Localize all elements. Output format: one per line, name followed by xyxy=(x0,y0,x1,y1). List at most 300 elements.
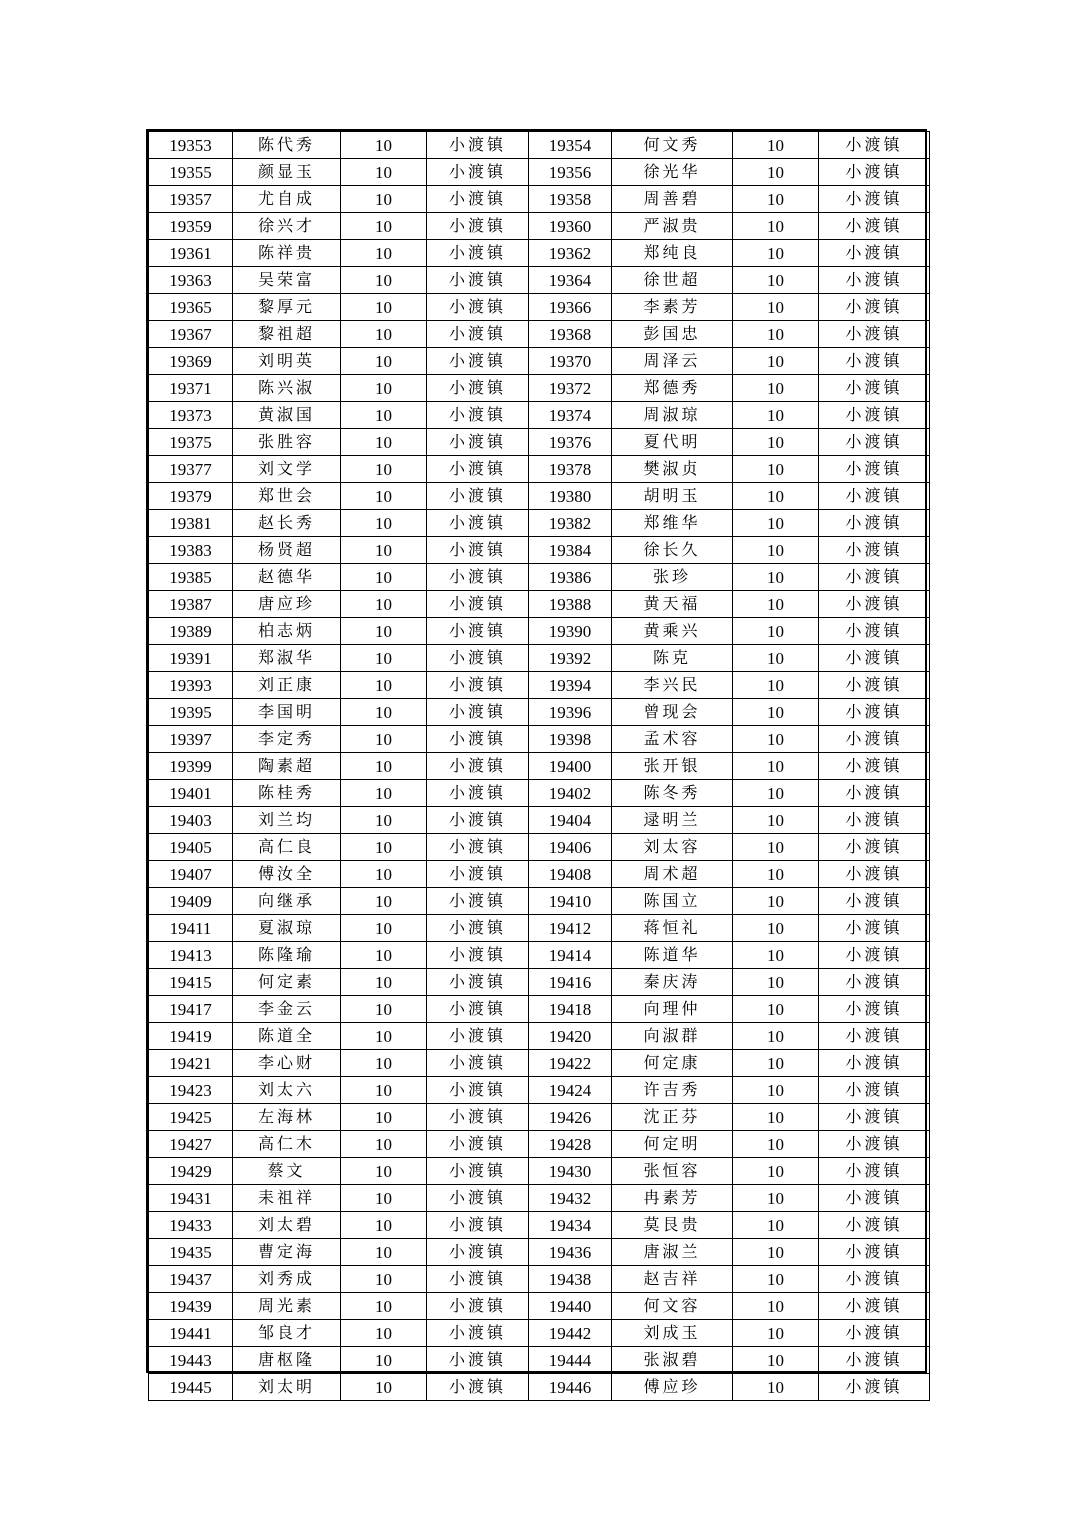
amount-cell: 10 xyxy=(733,294,819,321)
town-cell: 小渡镇 xyxy=(427,375,529,402)
name-cell: 郑世会 xyxy=(233,483,341,510)
amount-cell: 10 xyxy=(733,942,819,969)
town-cell: 小渡镇 xyxy=(819,726,930,753)
id-cell: 19365 xyxy=(149,294,233,321)
table-row xyxy=(149,1104,930,1131)
amount-cell: 10 xyxy=(733,132,819,159)
town-cell: 小渡镇 xyxy=(819,1266,930,1293)
town-cell: 小渡镇 xyxy=(427,456,529,483)
id-cell: 19386 xyxy=(529,564,612,591)
id-cell: 19420 xyxy=(529,1023,612,1050)
town-cell: 小渡镇 xyxy=(427,294,529,321)
id-cell: 19438 xyxy=(529,1266,612,1293)
town-cell: 小渡镇 xyxy=(427,942,529,969)
town-cell: 小渡镇 xyxy=(819,753,930,780)
amount-cell: 10 xyxy=(733,348,819,375)
id-cell: 19374 xyxy=(529,402,612,429)
name-cell: 何文容 xyxy=(612,1293,733,1320)
amount-cell: 10 xyxy=(341,672,427,699)
amount-cell: 10 xyxy=(733,726,819,753)
town-cell: 小渡镇 xyxy=(819,1185,930,1212)
town-cell: 小渡镇 xyxy=(427,861,529,888)
name-cell: 张珍 xyxy=(612,564,733,591)
id-cell: 19439 xyxy=(149,1293,233,1320)
name-cell: 李心财 xyxy=(233,1050,341,1077)
id-cell: 19406 xyxy=(529,834,612,861)
name-cell: 沈正芬 xyxy=(612,1104,733,1131)
town-cell: 小渡镇 xyxy=(819,1023,930,1050)
town-cell: 小渡镇 xyxy=(427,591,529,618)
town-cell: 小渡镇 xyxy=(427,807,529,834)
name-cell: 徐光华 xyxy=(612,159,733,186)
amount-cell: 10 xyxy=(733,915,819,942)
town-cell: 小渡镇 xyxy=(819,618,930,645)
id-cell: 19412 xyxy=(529,915,612,942)
name-cell: 周善碧 xyxy=(612,186,733,213)
table-row xyxy=(149,1185,930,1212)
town-cell: 小渡镇 xyxy=(427,1131,529,1158)
name-cell: 黄天福 xyxy=(612,591,733,618)
table-row xyxy=(149,1374,930,1401)
town-cell: 小渡镇 xyxy=(819,348,930,375)
name-cell: 胡明玉 xyxy=(612,483,733,510)
table-row xyxy=(149,1239,930,1266)
amount-cell: 10 xyxy=(341,402,427,429)
id-cell: 19436 xyxy=(529,1239,612,1266)
name-cell: 曾现会 xyxy=(612,699,733,726)
amount-cell: 10 xyxy=(341,321,427,348)
town-cell: 小渡镇 xyxy=(819,591,930,618)
name-cell: 孟术容 xyxy=(612,726,733,753)
id-cell: 19446 xyxy=(529,1374,612,1401)
id-cell: 19392 xyxy=(529,645,612,672)
amount-cell: 10 xyxy=(341,213,427,240)
id-cell: 19426 xyxy=(529,1104,612,1131)
town-cell: 小渡镇 xyxy=(819,132,930,159)
amount-cell: 10 xyxy=(733,672,819,699)
amount-cell: 10 xyxy=(341,564,427,591)
id-cell: 19431 xyxy=(149,1185,233,1212)
amount-cell: 10 xyxy=(341,996,427,1023)
name-cell: 左海林 xyxy=(233,1104,341,1131)
name-cell: 向继承 xyxy=(233,888,341,915)
amount-cell: 10 xyxy=(341,888,427,915)
table-row xyxy=(149,672,930,699)
name-cell: 刘太碧 xyxy=(233,1212,341,1239)
town-cell: 小渡镇 xyxy=(427,483,529,510)
id-cell: 19377 xyxy=(149,456,233,483)
amount-cell: 10 xyxy=(733,321,819,348)
town-cell: 小渡镇 xyxy=(819,429,930,456)
name-cell: 刘太明 xyxy=(233,1374,341,1401)
amount-cell: 10 xyxy=(733,1374,819,1401)
name-cell: 何文秀 xyxy=(612,132,733,159)
id-cell: 19359 xyxy=(149,213,233,240)
name-cell: 曹定海 xyxy=(233,1239,341,1266)
id-cell: 19389 xyxy=(149,618,233,645)
town-cell: 小渡镇 xyxy=(427,564,529,591)
name-cell: 柏志炳 xyxy=(233,618,341,645)
table-row xyxy=(149,888,930,915)
id-cell: 19375 xyxy=(149,429,233,456)
town-cell: 小渡镇 xyxy=(819,537,930,564)
amount-cell: 10 xyxy=(733,186,819,213)
town-cell: 小渡镇 xyxy=(819,969,930,996)
table-row xyxy=(149,267,930,294)
name-cell: 耒祖祥 xyxy=(233,1185,341,1212)
id-cell: 19445 xyxy=(149,1374,233,1401)
amount-cell: 10 xyxy=(341,1050,427,1077)
name-cell: 夏淑琼 xyxy=(233,915,341,942)
name-cell: 莫艮贵 xyxy=(612,1212,733,1239)
id-cell: 19398 xyxy=(529,726,612,753)
id-cell: 19422 xyxy=(529,1050,612,1077)
name-cell: 李兴民 xyxy=(612,672,733,699)
name-cell: 刘正康 xyxy=(233,672,341,699)
amount-cell: 10 xyxy=(341,537,427,564)
amount-cell: 10 xyxy=(341,1023,427,1050)
amount-cell: 10 xyxy=(341,807,427,834)
amount-cell: 10 xyxy=(733,1158,819,1185)
name-cell: 刘明英 xyxy=(233,348,341,375)
name-cell: 冉素芳 xyxy=(612,1185,733,1212)
id-cell: 19354 xyxy=(529,132,612,159)
id-cell: 19413 xyxy=(149,942,233,969)
amount-cell: 10 xyxy=(341,294,427,321)
id-cell: 19404 xyxy=(529,807,612,834)
town-cell: 小渡镇 xyxy=(819,1320,930,1347)
id-cell: 19382 xyxy=(529,510,612,537)
amount-cell: 10 xyxy=(733,483,819,510)
town-cell: 小渡镇 xyxy=(819,1347,930,1374)
id-cell: 19416 xyxy=(529,969,612,996)
town-cell: 小渡镇 xyxy=(427,726,529,753)
id-cell: 19384 xyxy=(529,537,612,564)
amount-cell: 10 xyxy=(341,780,427,807)
id-cell: 19419 xyxy=(149,1023,233,1050)
town-cell: 小渡镇 xyxy=(427,402,529,429)
table-row xyxy=(149,429,930,456)
name-cell: 傅汝全 xyxy=(233,861,341,888)
name-cell: 李国明 xyxy=(233,699,341,726)
amount-cell: 10 xyxy=(341,1131,427,1158)
amount-cell: 10 xyxy=(733,402,819,429)
name-cell: 张开银 xyxy=(612,753,733,780)
table-row xyxy=(149,456,930,483)
name-cell: 唐枢隆 xyxy=(233,1347,341,1374)
amount-cell: 10 xyxy=(733,1266,819,1293)
town-cell: 小渡镇 xyxy=(427,1023,529,1050)
table-row xyxy=(149,699,930,726)
id-cell: 19380 xyxy=(529,483,612,510)
id-cell: 19414 xyxy=(529,942,612,969)
amount-cell: 10 xyxy=(341,861,427,888)
table-row xyxy=(149,240,930,267)
name-cell: 张胜容 xyxy=(233,429,341,456)
town-cell: 小渡镇 xyxy=(427,159,529,186)
town-cell: 小渡镇 xyxy=(819,861,930,888)
name-cell: 杨贤超 xyxy=(233,537,341,564)
table-row xyxy=(149,1320,930,1347)
table-row xyxy=(149,1347,930,1374)
id-cell: 19408 xyxy=(529,861,612,888)
amount-cell: 10 xyxy=(341,1374,427,1401)
amount-cell: 10 xyxy=(341,726,427,753)
table-row xyxy=(149,1266,930,1293)
name-cell: 何定明 xyxy=(612,1131,733,1158)
town-cell: 小渡镇 xyxy=(427,1212,529,1239)
town-cell: 小渡镇 xyxy=(427,780,529,807)
id-cell: 19378 xyxy=(529,456,612,483)
id-cell: 19435 xyxy=(149,1239,233,1266)
town-cell: 小渡镇 xyxy=(819,1077,930,1104)
town-cell: 小渡镇 xyxy=(819,834,930,861)
name-cell: 高仁良 xyxy=(233,834,341,861)
table-row xyxy=(149,159,930,186)
amount-cell: 10 xyxy=(733,429,819,456)
name-cell: 陈道华 xyxy=(612,942,733,969)
table-row xyxy=(149,996,930,1023)
town-cell: 小渡镇 xyxy=(427,1239,529,1266)
table-row xyxy=(149,645,930,672)
name-cell: 郑淑华 xyxy=(233,645,341,672)
roster-grid xyxy=(148,131,930,1401)
id-cell: 19370 xyxy=(529,348,612,375)
amount-cell: 10 xyxy=(733,996,819,1023)
town-cell: 小渡镇 xyxy=(427,348,529,375)
id-cell: 19434 xyxy=(529,1212,612,1239)
name-cell: 蒋恒礼 xyxy=(612,915,733,942)
id-cell: 19369 xyxy=(149,348,233,375)
id-cell: 19397 xyxy=(149,726,233,753)
id-cell: 19417 xyxy=(149,996,233,1023)
amount-cell: 10 xyxy=(341,1320,427,1347)
amount-cell: 10 xyxy=(733,1050,819,1077)
id-cell: 19429 xyxy=(149,1158,233,1185)
name-cell: 蔡文 xyxy=(233,1158,341,1185)
name-cell: 逯明兰 xyxy=(612,807,733,834)
amount-cell: 10 xyxy=(341,1104,427,1131)
town-cell: 小渡镇 xyxy=(427,915,529,942)
town-cell: 小渡镇 xyxy=(427,1374,529,1401)
name-cell: 刘秀成 xyxy=(233,1266,341,1293)
id-cell: 19381 xyxy=(149,510,233,537)
town-cell: 小渡镇 xyxy=(819,888,930,915)
id-cell: 19415 xyxy=(149,969,233,996)
town-cell: 小渡镇 xyxy=(819,807,930,834)
name-cell: 陈道全 xyxy=(233,1023,341,1050)
town-cell: 小渡镇 xyxy=(819,564,930,591)
id-cell: 19387 xyxy=(149,591,233,618)
id-cell: 19427 xyxy=(149,1131,233,1158)
id-cell: 19394 xyxy=(529,672,612,699)
amount-cell: 10 xyxy=(733,888,819,915)
name-cell: 陈冬秀 xyxy=(612,780,733,807)
amount-cell: 10 xyxy=(733,213,819,240)
amount-cell: 10 xyxy=(733,1077,819,1104)
table-row xyxy=(149,834,930,861)
name-cell: 陈国立 xyxy=(612,888,733,915)
amount-cell: 10 xyxy=(733,591,819,618)
id-cell: 19428 xyxy=(529,1131,612,1158)
town-cell: 小渡镇 xyxy=(427,618,529,645)
table-row xyxy=(149,132,930,159)
amount-cell: 10 xyxy=(341,1185,427,1212)
amount-cell: 10 xyxy=(341,1266,427,1293)
id-cell: 19409 xyxy=(149,888,233,915)
town-cell: 小渡镇 xyxy=(427,240,529,267)
name-cell: 刘成玉 xyxy=(612,1320,733,1347)
table-row xyxy=(149,969,930,996)
town-cell: 小渡镇 xyxy=(819,1212,930,1239)
name-cell: 黄淑国 xyxy=(233,402,341,429)
id-cell: 19432 xyxy=(529,1185,612,1212)
name-cell: 黎祖超 xyxy=(233,321,341,348)
town-cell: 小渡镇 xyxy=(819,294,930,321)
table-row xyxy=(149,213,930,240)
table-row xyxy=(149,1077,930,1104)
town-cell: 小渡镇 xyxy=(427,186,529,213)
amount-cell: 10 xyxy=(733,1131,819,1158)
town-cell: 小渡镇 xyxy=(819,645,930,672)
name-cell: 陈隆瑜 xyxy=(233,942,341,969)
amount-cell: 10 xyxy=(733,456,819,483)
amount-cell: 10 xyxy=(733,645,819,672)
name-cell: 刘太六 xyxy=(233,1077,341,1104)
id-cell: 19440 xyxy=(529,1293,612,1320)
id-cell: 19379 xyxy=(149,483,233,510)
table-row xyxy=(149,618,930,645)
amount-cell: 10 xyxy=(341,1293,427,1320)
town-cell: 小渡镇 xyxy=(427,1266,529,1293)
amount-cell: 10 xyxy=(341,510,427,537)
name-cell: 刘文学 xyxy=(233,456,341,483)
name-cell: 吴荣富 xyxy=(233,267,341,294)
amount-cell: 10 xyxy=(733,1239,819,1266)
id-cell: 19418 xyxy=(529,996,612,1023)
id-cell: 19403 xyxy=(149,807,233,834)
id-cell: 19360 xyxy=(529,213,612,240)
amount-cell: 10 xyxy=(341,645,427,672)
amount-cell: 10 xyxy=(733,240,819,267)
id-cell: 19367 xyxy=(149,321,233,348)
town-cell: 小渡镇 xyxy=(427,537,529,564)
name-cell: 张恒容 xyxy=(612,1158,733,1185)
name-cell: 赵德华 xyxy=(233,564,341,591)
table-row xyxy=(149,483,930,510)
name-cell: 周术超 xyxy=(612,861,733,888)
amount-cell: 10 xyxy=(341,429,427,456)
id-cell: 19401 xyxy=(149,780,233,807)
amount-cell: 10 xyxy=(733,807,819,834)
amount-cell: 10 xyxy=(341,267,427,294)
town-cell: 小渡镇 xyxy=(427,672,529,699)
town-cell: 小渡镇 xyxy=(427,699,529,726)
table-row xyxy=(149,807,930,834)
amount-cell: 10 xyxy=(341,1347,427,1374)
amount-cell: 10 xyxy=(733,1212,819,1239)
id-cell: 19372 xyxy=(529,375,612,402)
amount-cell: 10 xyxy=(733,510,819,537)
amount-cell: 10 xyxy=(733,753,819,780)
id-cell: 19443 xyxy=(149,1347,233,1374)
name-cell: 郑德秀 xyxy=(612,375,733,402)
id-cell: 19355 xyxy=(149,159,233,186)
name-cell: 徐兴才 xyxy=(233,213,341,240)
name-cell: 陈桂秀 xyxy=(233,780,341,807)
town-cell: 小渡镇 xyxy=(427,1104,529,1131)
amount-cell: 10 xyxy=(341,159,427,186)
id-cell: 19442 xyxy=(529,1320,612,1347)
amount-cell: 10 xyxy=(733,375,819,402)
amount-cell: 10 xyxy=(733,861,819,888)
town-cell: 小渡镇 xyxy=(819,159,930,186)
name-cell: 李定秀 xyxy=(233,726,341,753)
name-cell: 徐长久 xyxy=(612,537,733,564)
id-cell: 19424 xyxy=(529,1077,612,1104)
town-cell: 小渡镇 xyxy=(819,267,930,294)
id-cell: 19396 xyxy=(529,699,612,726)
name-cell: 李素芳 xyxy=(612,294,733,321)
amount-cell: 10 xyxy=(733,618,819,645)
town-cell: 小渡镇 xyxy=(427,969,529,996)
name-cell: 彭国忠 xyxy=(612,321,733,348)
town-cell: 小渡镇 xyxy=(819,456,930,483)
table-row xyxy=(149,564,930,591)
amount-cell: 10 xyxy=(733,1293,819,1320)
town-cell: 小渡镇 xyxy=(819,915,930,942)
id-cell: 19361 xyxy=(149,240,233,267)
amount-cell: 10 xyxy=(341,699,427,726)
id-cell: 19411 xyxy=(149,915,233,942)
amount-cell: 10 xyxy=(733,1185,819,1212)
amount-cell: 10 xyxy=(341,1158,427,1185)
town-cell: 小渡镇 xyxy=(427,1320,529,1347)
amount-cell: 10 xyxy=(341,348,427,375)
town-cell: 小渡镇 xyxy=(819,1293,930,1320)
town-cell: 小渡镇 xyxy=(819,321,930,348)
name-cell: 陈祥贵 xyxy=(233,240,341,267)
town-cell: 小渡镇 xyxy=(819,1131,930,1158)
town-cell: 小渡镇 xyxy=(819,510,930,537)
amount-cell: 10 xyxy=(733,1104,819,1131)
amount-cell: 10 xyxy=(733,780,819,807)
name-cell: 陶素超 xyxy=(233,753,341,780)
town-cell: 小渡镇 xyxy=(427,321,529,348)
name-cell: 黎厚元 xyxy=(233,294,341,321)
town-cell: 小渡镇 xyxy=(819,1050,930,1077)
amount-cell: 10 xyxy=(733,564,819,591)
id-cell: 19400 xyxy=(529,753,612,780)
town-cell: 小渡镇 xyxy=(819,375,930,402)
town-cell: 小渡镇 xyxy=(427,834,529,861)
table-row xyxy=(149,915,930,942)
id-cell: 19430 xyxy=(529,1158,612,1185)
table-row xyxy=(149,942,930,969)
table-row xyxy=(149,537,930,564)
town-cell: 小渡镇 xyxy=(427,1050,529,1077)
town-cell: 小渡镇 xyxy=(427,1347,529,1374)
id-cell: 19433 xyxy=(149,1212,233,1239)
name-cell: 秦庆涛 xyxy=(612,969,733,996)
town-cell: 小渡镇 xyxy=(819,1158,930,1185)
name-cell: 赵长秀 xyxy=(233,510,341,537)
name-cell: 何定素 xyxy=(233,969,341,996)
amount-cell: 10 xyxy=(733,969,819,996)
amount-cell: 10 xyxy=(341,969,427,996)
table-row xyxy=(149,1050,930,1077)
id-cell: 19407 xyxy=(149,861,233,888)
